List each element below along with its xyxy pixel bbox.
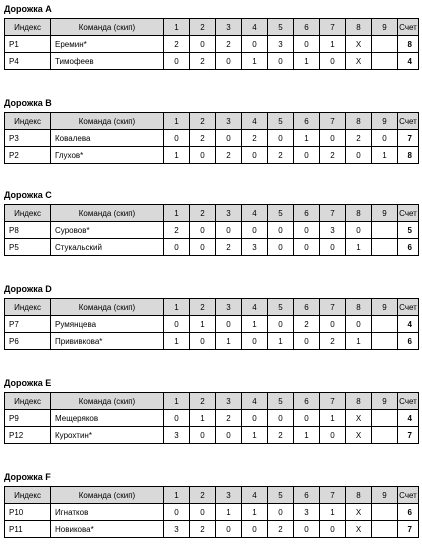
end-score: X bbox=[346, 410, 372, 427]
header-end: 5 bbox=[268, 205, 294, 222]
header-end: 4 bbox=[242, 205, 268, 222]
end-score: 0 bbox=[320, 130, 346, 147]
team-name: Ковалева bbox=[51, 130, 164, 147]
end-score: 2 bbox=[268, 427, 294, 444]
lane-title: Дорожка C bbox=[4, 190, 52, 200]
header-end: 4 bbox=[242, 393, 268, 410]
header-team: Команда (скип) bbox=[51, 205, 164, 222]
team-index: P3 bbox=[5, 130, 51, 147]
header-row bbox=[5, 393, 419, 410]
team-index: P7 bbox=[5, 316, 51, 333]
header-end: 7 bbox=[320, 19, 346, 36]
header-end: 1 bbox=[164, 205, 190, 222]
end-score: 0 bbox=[346, 147, 372, 164]
end-score: 0 bbox=[320, 239, 346, 256]
team-name: Мещеряков bbox=[51, 410, 164, 427]
header-end: 9 bbox=[372, 393, 398, 410]
end-score: X bbox=[346, 36, 372, 53]
end-score: 1 bbox=[346, 239, 372, 256]
results-table bbox=[4, 204, 419, 256]
end-score: 0 bbox=[268, 222, 294, 239]
end-score: 0 bbox=[294, 222, 320, 239]
header-end: 4 bbox=[242, 19, 268, 36]
header-end: 4 bbox=[242, 299, 268, 316]
header-end: 5 bbox=[268, 19, 294, 36]
end-score: X bbox=[346, 427, 372, 444]
end-score bbox=[372, 222, 398, 239]
end-score: 0 bbox=[242, 147, 268, 164]
end-score bbox=[372, 521, 398, 538]
header-end: 7 bbox=[320, 487, 346, 504]
header-index: Индекс bbox=[5, 299, 51, 316]
team-index: P12 bbox=[5, 427, 51, 444]
team-name: Курохтин* bbox=[51, 427, 164, 444]
total-score: 4 bbox=[398, 53, 419, 70]
end-score: 0 bbox=[268, 410, 294, 427]
header-end: 3 bbox=[216, 113, 242, 130]
end-score bbox=[372, 316, 398, 333]
lane-title: Дорожка A bbox=[4, 4, 52, 14]
total-score: 7 bbox=[398, 427, 419, 444]
table-row bbox=[5, 36, 419, 53]
header-end: 6 bbox=[294, 113, 320, 130]
end-score: 1 bbox=[216, 504, 242, 521]
end-score: 2 bbox=[242, 130, 268, 147]
end-score: 0 bbox=[164, 504, 190, 521]
end-score: 0 bbox=[268, 53, 294, 70]
end-score: 0 bbox=[190, 36, 216, 53]
end-score: 1 bbox=[242, 316, 268, 333]
header-end: 2 bbox=[190, 113, 216, 130]
end-score: 0 bbox=[242, 36, 268, 53]
end-score: 0 bbox=[164, 130, 190, 147]
lane-title: Дорожка D bbox=[4, 284, 52, 294]
header-end: 4 bbox=[242, 113, 268, 130]
team-index: P11 bbox=[5, 521, 51, 538]
table-row bbox=[5, 130, 419, 147]
end-score: 2 bbox=[164, 36, 190, 53]
header-end: 5 bbox=[268, 487, 294, 504]
end-score: 1 bbox=[268, 333, 294, 350]
lane-title: Дорожка B bbox=[4, 98, 52, 108]
header-end: 7 bbox=[320, 113, 346, 130]
header-total: Счет bbox=[398, 113, 419, 130]
header-end: 8 bbox=[346, 393, 372, 410]
end-score: 0 bbox=[190, 147, 216, 164]
end-score: 0 bbox=[164, 316, 190, 333]
team-name: Стукальский bbox=[51, 239, 164, 256]
end-score: 2 bbox=[268, 147, 294, 164]
header-team: Команда (скип) bbox=[51, 113, 164, 130]
team-index: P5 bbox=[5, 239, 51, 256]
end-score: 0 bbox=[242, 222, 268, 239]
end-score: 2 bbox=[216, 36, 242, 53]
header-total: Счет bbox=[398, 19, 419, 36]
end-score: 3 bbox=[268, 36, 294, 53]
end-score: 2 bbox=[190, 53, 216, 70]
end-score: 0 bbox=[268, 316, 294, 333]
end-score bbox=[372, 36, 398, 53]
end-score: 0 bbox=[320, 521, 346, 538]
end-score: 0 bbox=[242, 410, 268, 427]
table-row bbox=[5, 427, 419, 444]
table-row bbox=[5, 410, 419, 427]
team-name: Тимофеев bbox=[51, 53, 164, 70]
end-score: 0 bbox=[216, 427, 242, 444]
header-end: 3 bbox=[216, 393, 242, 410]
end-score: 3 bbox=[242, 239, 268, 256]
lane-section bbox=[2, 2, 418, 72]
team-index: P10 bbox=[5, 504, 51, 521]
total-score: 4 bbox=[398, 410, 419, 427]
end-score: 2 bbox=[190, 521, 216, 538]
end-score: 0 bbox=[242, 333, 268, 350]
end-score: 0 bbox=[164, 410, 190, 427]
end-score: 0 bbox=[294, 410, 320, 427]
end-score: 0 bbox=[268, 239, 294, 256]
table-row bbox=[5, 239, 419, 256]
end-score: 2 bbox=[294, 316, 320, 333]
end-score: 0 bbox=[320, 427, 346, 444]
end-score: 2 bbox=[268, 521, 294, 538]
team-index: P1 bbox=[5, 36, 51, 53]
end-score: 0 bbox=[294, 521, 320, 538]
table-row bbox=[5, 222, 419, 239]
header-end: 5 bbox=[268, 299, 294, 316]
header-end: 6 bbox=[294, 299, 320, 316]
end-score: 0 bbox=[190, 333, 216, 350]
header-end: 1 bbox=[164, 113, 190, 130]
end-score: 1 bbox=[190, 410, 216, 427]
header-end: 1 bbox=[164, 19, 190, 36]
header-end: 9 bbox=[372, 19, 398, 36]
header-end: 1 bbox=[164, 487, 190, 504]
end-score: 1 bbox=[242, 504, 268, 521]
header-total: Счет bbox=[398, 299, 419, 316]
end-score: 1 bbox=[346, 333, 372, 350]
end-score: 2 bbox=[216, 239, 242, 256]
header-end: 3 bbox=[216, 205, 242, 222]
header-end: 2 bbox=[190, 19, 216, 36]
header-index: Индекс bbox=[5, 113, 51, 130]
end-score: 0 bbox=[294, 36, 320, 53]
lane-section bbox=[2, 470, 418, 540]
end-score: 3 bbox=[164, 427, 190, 444]
team-name: Новикова* bbox=[51, 521, 164, 538]
end-score: 3 bbox=[294, 504, 320, 521]
end-score: 2 bbox=[216, 147, 242, 164]
total-score: 5 bbox=[398, 222, 419, 239]
end-score: 1 bbox=[320, 504, 346, 521]
end-score: 0 bbox=[216, 521, 242, 538]
header-end: 6 bbox=[294, 487, 320, 504]
end-score: 2 bbox=[216, 410, 242, 427]
header-end: 1 bbox=[164, 299, 190, 316]
end-score: 0 bbox=[320, 316, 346, 333]
header-end: 6 bbox=[294, 19, 320, 36]
header-end: 7 bbox=[320, 299, 346, 316]
team-index: P8 bbox=[5, 222, 51, 239]
end-score: 0 bbox=[216, 53, 242, 70]
header-end: 8 bbox=[346, 299, 372, 316]
end-score: 3 bbox=[320, 222, 346, 239]
header-team: Команда (скип) bbox=[51, 299, 164, 316]
end-score: 3 bbox=[164, 521, 190, 538]
team-index: P2 bbox=[5, 147, 51, 164]
header-index: Индекс bbox=[5, 19, 51, 36]
header-team: Команда (скип) bbox=[51, 19, 164, 36]
header-end: 9 bbox=[372, 487, 398, 504]
total-score: 8 bbox=[398, 147, 419, 164]
end-score: 0 bbox=[346, 316, 372, 333]
end-score: 1 bbox=[164, 333, 190, 350]
end-score bbox=[372, 427, 398, 444]
end-score: 0 bbox=[294, 239, 320, 256]
end-score: 0 bbox=[294, 333, 320, 350]
end-score: X bbox=[346, 521, 372, 538]
end-score: 0 bbox=[190, 239, 216, 256]
end-score: 1 bbox=[164, 147, 190, 164]
total-score: 6 bbox=[398, 333, 419, 350]
team-name: Еремин* bbox=[51, 36, 164, 53]
total-score: 7 bbox=[398, 521, 419, 538]
header-end: 8 bbox=[346, 19, 372, 36]
header-end: 4 bbox=[242, 487, 268, 504]
header-end: 6 bbox=[294, 205, 320, 222]
header-end: 9 bbox=[372, 299, 398, 316]
end-score: 0 bbox=[320, 53, 346, 70]
end-score bbox=[372, 410, 398, 427]
header-end: 2 bbox=[190, 393, 216, 410]
end-score: 2 bbox=[164, 222, 190, 239]
header-end: 9 bbox=[372, 113, 398, 130]
end-score: 0 bbox=[268, 504, 294, 521]
header-end: 3 bbox=[216, 19, 242, 36]
end-score: 2 bbox=[320, 147, 346, 164]
header-end: 9 bbox=[372, 205, 398, 222]
header-end: 2 bbox=[190, 205, 216, 222]
end-score: 1 bbox=[242, 427, 268, 444]
end-score: 2 bbox=[346, 130, 372, 147]
end-score: 1 bbox=[242, 53, 268, 70]
header-end: 1 bbox=[164, 393, 190, 410]
header-end: 5 bbox=[268, 113, 294, 130]
end-score: 0 bbox=[190, 427, 216, 444]
header-end: 2 bbox=[190, 299, 216, 316]
header-team: Команда (скип) bbox=[51, 487, 164, 504]
end-score: 0 bbox=[164, 239, 190, 256]
end-score: 0 bbox=[216, 130, 242, 147]
end-score: 1 bbox=[320, 410, 346, 427]
results-table bbox=[4, 112, 419, 164]
header-index: Индекс bbox=[5, 487, 51, 504]
total-score: 8 bbox=[398, 36, 419, 53]
end-score: 2 bbox=[190, 130, 216, 147]
end-score: 0 bbox=[164, 53, 190, 70]
end-score: 0 bbox=[346, 222, 372, 239]
table-row bbox=[5, 521, 419, 538]
header-end: 8 bbox=[346, 113, 372, 130]
end-score: 1 bbox=[216, 333, 242, 350]
lane-section bbox=[2, 96, 418, 166]
results-table bbox=[4, 298, 419, 350]
table-row bbox=[5, 53, 419, 70]
header-end: 6 bbox=[294, 393, 320, 410]
header-end: 7 bbox=[320, 205, 346, 222]
header-end: 3 bbox=[216, 487, 242, 504]
header-row bbox=[5, 299, 419, 316]
end-score: 1 bbox=[190, 316, 216, 333]
table-row bbox=[5, 333, 419, 350]
end-score: 1 bbox=[294, 427, 320, 444]
header-index: Индекс bbox=[5, 205, 51, 222]
results-table bbox=[4, 18, 419, 70]
lane-title: Дорожка F bbox=[4, 472, 51, 482]
total-score: 7 bbox=[398, 130, 419, 147]
results-table bbox=[4, 392, 419, 444]
end-score: 0 bbox=[216, 316, 242, 333]
header-end: 8 bbox=[346, 487, 372, 504]
header-total: Счет bbox=[398, 205, 419, 222]
end-score bbox=[372, 333, 398, 350]
header-index: Индекс bbox=[5, 393, 51, 410]
end-score: 0 bbox=[268, 130, 294, 147]
header-end: 3 bbox=[216, 299, 242, 316]
end-score: 0 bbox=[216, 222, 242, 239]
team-index: P9 bbox=[5, 410, 51, 427]
header-end: 7 bbox=[320, 393, 346, 410]
end-score: 0 bbox=[190, 222, 216, 239]
end-score: X bbox=[346, 504, 372, 521]
team-index: P6 bbox=[5, 333, 51, 350]
total-score: 6 bbox=[398, 239, 419, 256]
lane-section bbox=[2, 376, 418, 446]
table-row bbox=[5, 316, 419, 333]
total-score: 4 bbox=[398, 316, 419, 333]
header-row bbox=[5, 487, 419, 504]
header-row bbox=[5, 113, 419, 130]
lane-section bbox=[2, 188, 418, 258]
end-score: 0 bbox=[190, 504, 216, 521]
team-index: P4 bbox=[5, 53, 51, 70]
end-score bbox=[372, 504, 398, 521]
end-score: 1 bbox=[294, 130, 320, 147]
team-name: Глухов* bbox=[51, 147, 164, 164]
header-total: Счет bbox=[398, 487, 419, 504]
table-row bbox=[5, 147, 419, 164]
header-end: 5 bbox=[268, 393, 294, 410]
header-team: Команда (скип) bbox=[51, 393, 164, 410]
team-name: Румянцева bbox=[51, 316, 164, 333]
end-score bbox=[372, 239, 398, 256]
total-score: 6 bbox=[398, 504, 419, 521]
header-end: 8 bbox=[346, 205, 372, 222]
table-row bbox=[5, 504, 419, 521]
end-score: 0 bbox=[242, 521, 268, 538]
end-score: 1 bbox=[372, 147, 398, 164]
header-total: Счет bbox=[398, 393, 419, 410]
team-name: Прививкова* bbox=[51, 333, 164, 350]
header-row bbox=[5, 19, 419, 36]
team-name: Суровов* bbox=[51, 222, 164, 239]
team-name: Игнатков bbox=[51, 504, 164, 521]
end-score: 1 bbox=[294, 53, 320, 70]
end-score: 1 bbox=[320, 36, 346, 53]
lane-section bbox=[2, 282, 418, 352]
header-row bbox=[5, 205, 419, 222]
header-end: 2 bbox=[190, 487, 216, 504]
lane-title: Дорожка E bbox=[4, 378, 52, 388]
results-table bbox=[4, 486, 419, 538]
end-score bbox=[372, 53, 398, 70]
end-score: X bbox=[346, 53, 372, 70]
end-score: 0 bbox=[294, 147, 320, 164]
end-score: 0 bbox=[372, 130, 398, 147]
end-score: 2 bbox=[320, 333, 346, 350]
